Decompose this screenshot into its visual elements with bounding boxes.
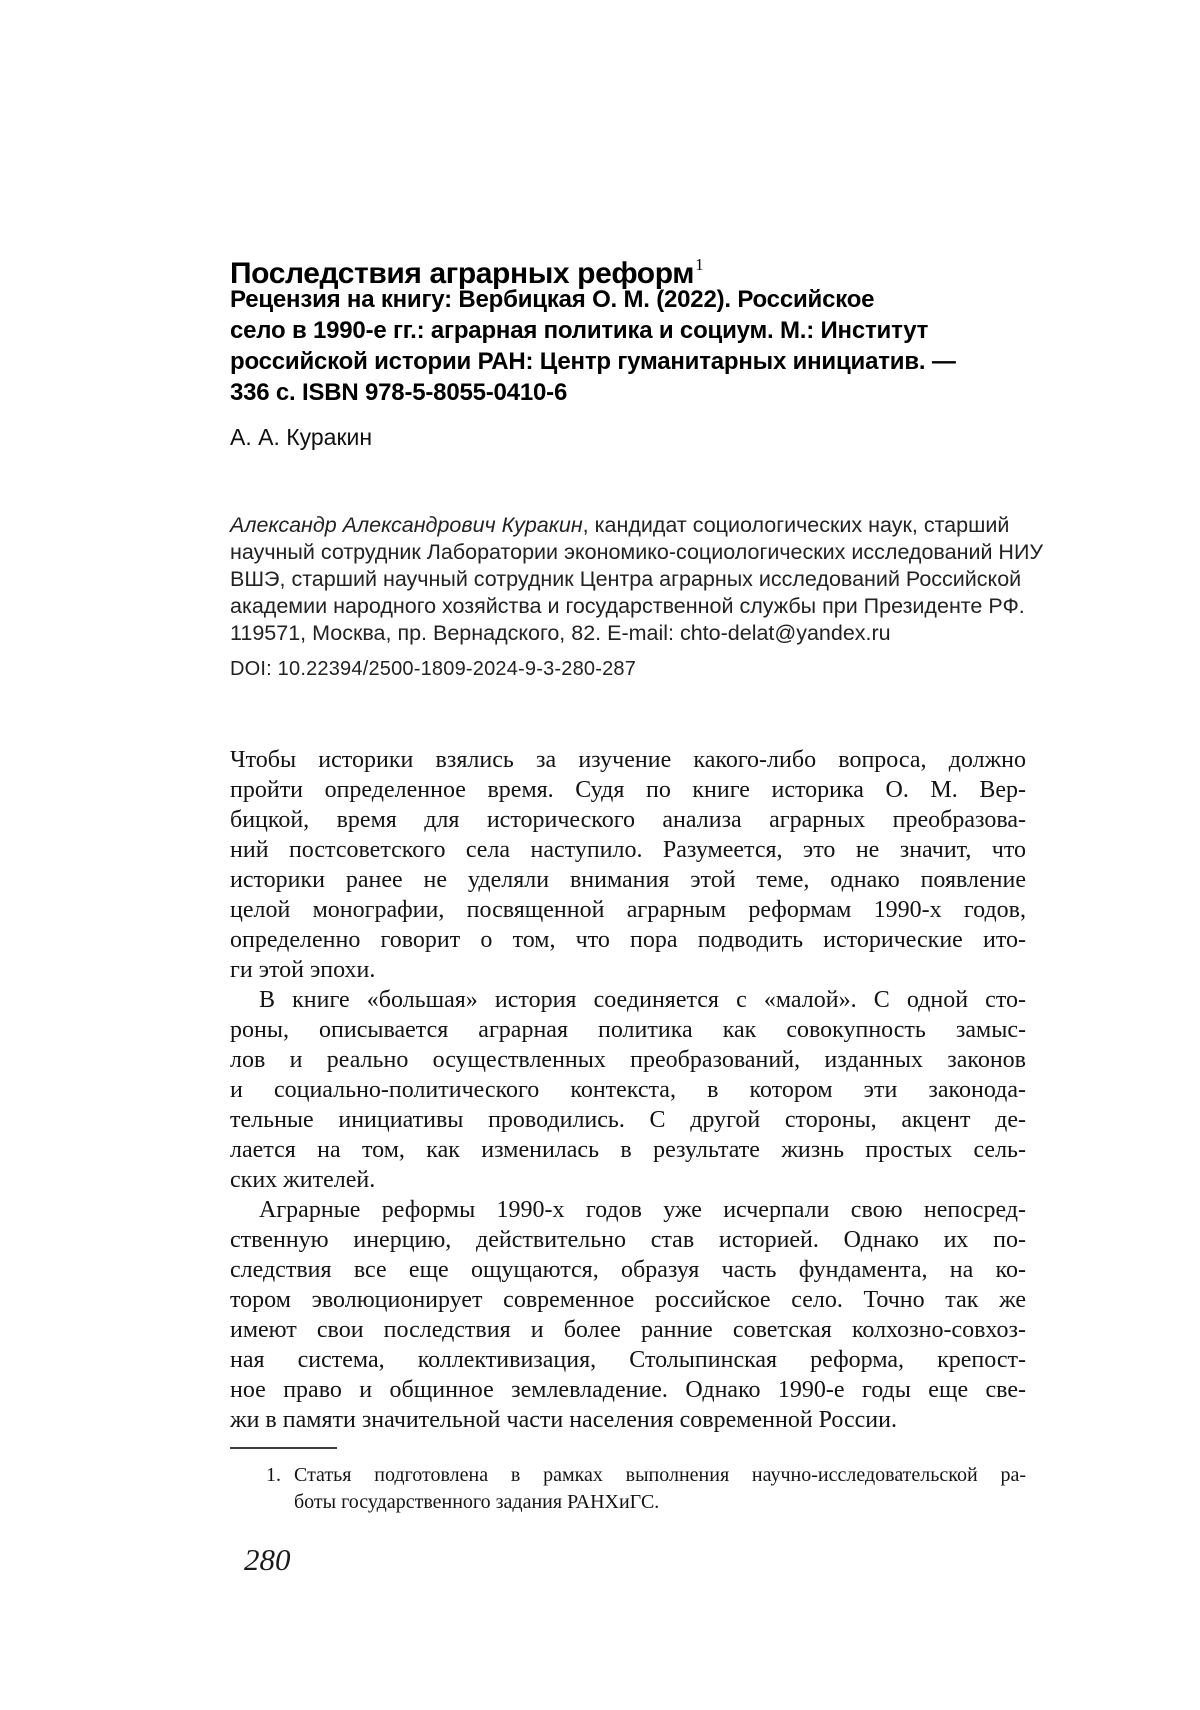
subtitle-line: Рецензия на книгу: Вербицкая О. М. (2022). Российское: [230, 286, 875, 313]
footnote-text: [294, 1462, 1026, 1516]
body-line: лается на том, как изменилась в результате жизнь простых сель-: [230, 1137, 1026, 1163]
body-line: Аграрные реформы 1990-х годов уже исчерпали свою непосред-: [259, 1197, 1026, 1223]
body-line: ное право и общинное землевладение. Однако 1990-е годы еще све-: [230, 1377, 1026, 1403]
body-line: бицкой, время для исторического анализа аграрных преобразова-: [230, 807, 1026, 833]
footnote-marker: 1.: [266, 1464, 281, 1486]
doi: DOI: 10.22394/2500-1809-2024-9-3-280-287: [230, 658, 637, 680]
footnote: [266, 1462, 1026, 1516]
body-line: лов и реально осуществленных преобразований, изданных законов: [230, 1047, 1026, 1073]
body-line: определенно говорит о том, что пора подводить исторические ито-: [230, 927, 1026, 953]
affiliation-line: научный сотрудник Лаборатории экономико-социологических исследований НИУ: [230, 540, 1044, 564]
author-name: А. А. Куракин: [230, 424, 373, 450]
body-paragraph: [230, 1195, 1026, 1435]
body-line: тельные инициативы проводились. С другой стороны, акцент де-: [230, 1107, 1026, 1133]
body-line: тором эволюционирует современное российское село. Точно так же: [230, 1287, 1026, 1313]
subtitle-line: село в 1990-е гг.: аграрная политика и социум. М.: Институт: [230, 317, 929, 344]
body-paragraph: [230, 745, 1026, 985]
body-line: следствия все еще ощущаются, образуя часть фундамента, на ко-: [230, 1257, 1026, 1283]
affiliation-line: [230, 512, 1043, 539]
body-line: ственную инерцию, действительно став историей. Однако их по-: [230, 1227, 1026, 1253]
body-line: ги этой эпохи.: [230, 957, 376, 983]
affiliation-author-full-name: Александр Александрович Куракин: [230, 513, 583, 537]
title-footnote-ref: 1: [695, 255, 704, 275]
subtitle-line: российской истории РАН: Центр гуманитарных инициатив. —: [230, 348, 956, 375]
body-line: роны, описывается аграрная политика как совокупность замыс-: [230, 1017, 1026, 1043]
affiliation-block: [230, 512, 1043, 647]
page-number: 280: [244, 1542, 291, 1577]
footnote-line: боты государственного задания РАНХиГС.: [294, 1491, 660, 1513]
body-line: жи в памяти значительной части населения современной России.: [230, 1407, 897, 1433]
article-body: [230, 745, 1026, 1435]
body-line: историки ранее не уделяли внимания этой теме, однако появление: [230, 867, 1026, 893]
body-line: ний постсоветского села наступило. Разумеется, это не значит, что: [230, 837, 1026, 863]
footnote-rule: [230, 1447, 337, 1449]
body-line: и социально-политического контекста, в котором эти законода-: [230, 1077, 1026, 1103]
body-line: ная система, коллективизация, Столыпинская реформа, крепост-: [230, 1347, 1026, 1373]
body-line: целой монографии, посвященной аграрным реформам 1990-х годов,: [230, 897, 1026, 923]
body-line: пройти определенное время. Судя по книге историка О. М. Вер-: [230, 777, 1026, 803]
body-line: имеют свои последствия и более ранние советская колхозно-совхоз-: [230, 1317, 1026, 1343]
body-line: В книге «большая» история соединяется с «малой». С одной сто-: [259, 987, 1026, 1013]
page-title-text: Последствия аграрных реформ: [230, 257, 695, 291]
affiliation-line: ВШЭ, старший научный сотрудник Центра аграрных исследований Российской: [230, 567, 1022, 591]
affiliation-line: академии народного хозяйства и государственной службы при Президенте РФ.: [230, 594, 1025, 618]
affiliation-line-rest: , кандидат социологических наук, старший: [582, 513, 1010, 537]
affiliation-line-address-email: 119571, Москва, пр. Вернадского, 82. E-mail: chto-delat@yandex.ru: [230, 621, 891, 645]
subtitle-line: 336 с. ISBN 978-5-8055-0410-6: [230, 379, 568, 406]
body-paragraph: [230, 985, 1026, 1195]
footnote-line: Статья подготовлена в рамках выполнения научно-исследовательской ра-: [294, 1464, 1026, 1486]
review-subtitle: [230, 284, 956, 408]
body-line: Чтобы историки взялись за изучение какого-либо вопроса, должно: [230, 747, 1026, 773]
body-line: ских жителей.: [230, 1167, 376, 1193]
